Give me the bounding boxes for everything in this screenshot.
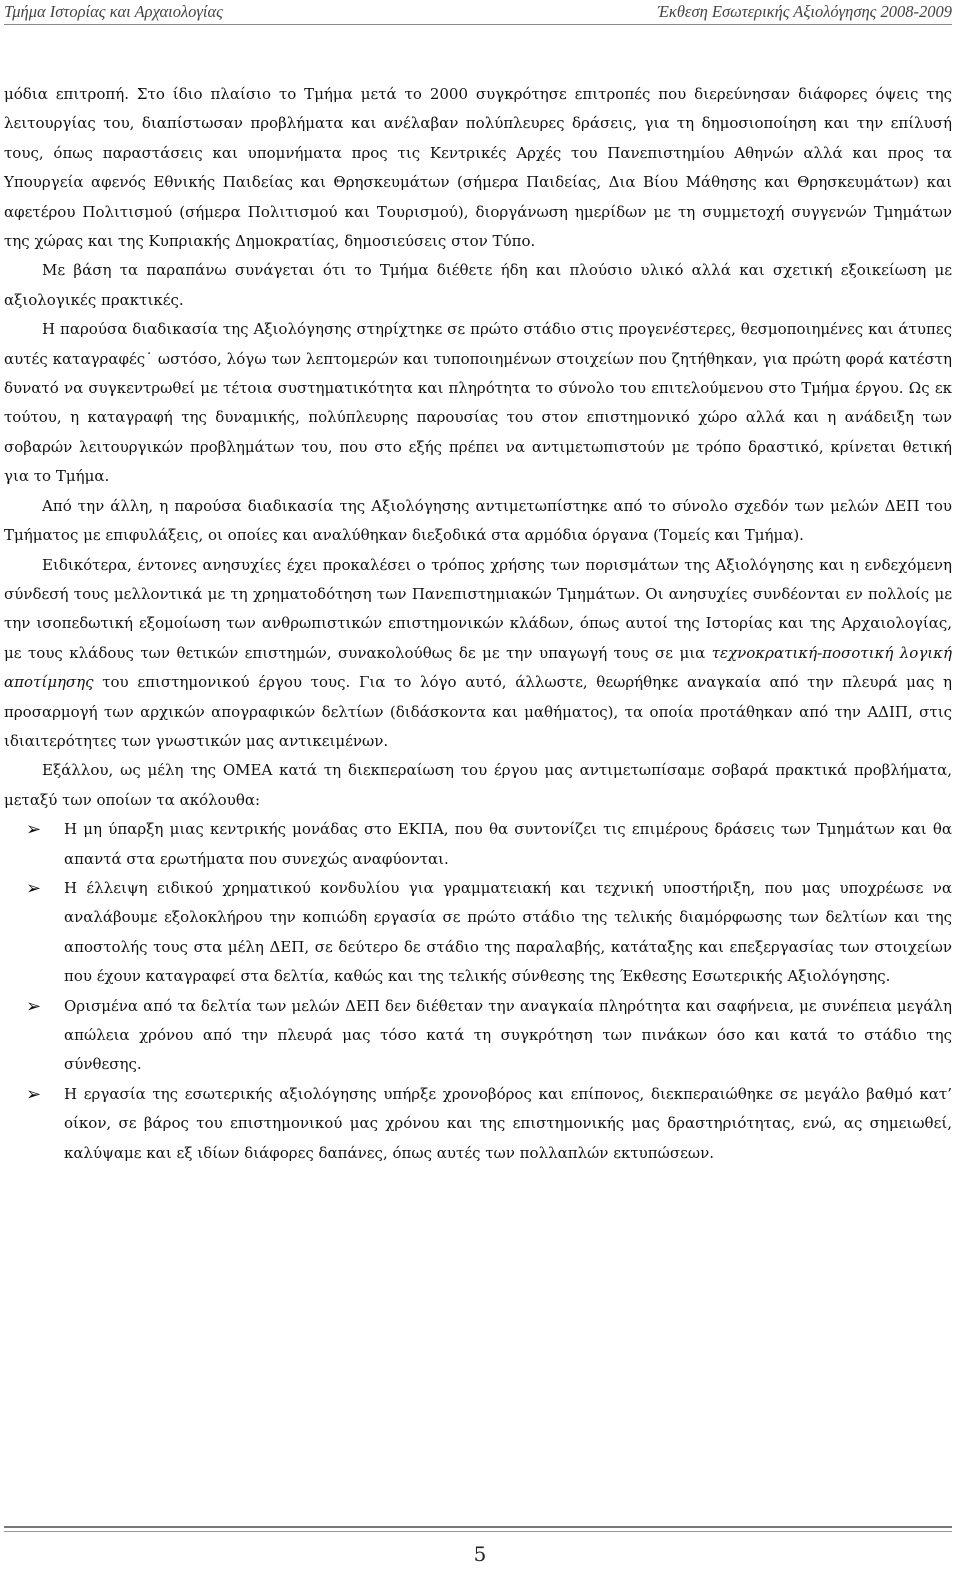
header-divider bbox=[4, 24, 952, 25]
list-item bbox=[4, 992, 952, 1080]
header-department: Τμήμα Ιστορίας και Αρχαιολογίας bbox=[4, 2, 223, 21]
body-text bbox=[4, 80, 952, 1168]
running-header bbox=[4, 0, 952, 22]
list-item-text: Η εργασία της εσωτερικής αξιολόγησης υπήρξε χρονοβόρος και επίπονος, διεκπεραιώθηκε σε μεγάλο βαθμό κατ’ οίκον, σε βάρος του επιστημονικού μας χρόνου και της επιστημονικής μας δραστηριότητας, ενώ, ας σημειωθεί, καλύψαμε και εξ ιδίων διάφορες δαπάνες, όπως αυτές των πολλαπλών εκτυπώσεων. bbox=[64, 1084, 952, 1162]
paragraph-4: Από την άλλη, η παρούσα διαδικασία της Αξιολόγησης αντιμετωπίστηκε από το σύνολο σχεδόν των μελών ΔΕΠ του Τμήματος με επιφυλάξεις, οι οποίες και αναλύθηκαν διεξοδικά στα αρμόδια όργανα (Τομείς και Τμήμα). bbox=[4, 496, 952, 545]
paragraph-5 bbox=[4, 551, 952, 757]
problems-list bbox=[4, 815, 952, 1168]
arrowhead-bullet-icon: ➢ bbox=[26, 995, 42, 1017]
paragraph-5-part-1: Ειδικότερα, έντονες ανησυχίες έχει προκαλέσει ο τρόπος χρήσης των πορισμάτων της Αξιολόγησης και η ενδεχόμενη σύνδεσή τους μελλοντικά με τη χρηματοδότηση των Πανεπιστημιακών Τμημάτων. Οι ανησυχίες συνδέονται εν πολλοίς με την ισοπεδωτική εξομοίωση των ανθρωπιστικών επιστημονικών κλάδων, όπως αυτοί της Ιστορίας και της Αρχαιολογίας, με τους κλάδους των θετικών επιστημών, συνακολούθως δε με την υπαγωγή τους σε μια bbox=[4, 555, 952, 662]
arrowhead-bullet-icon: ➢ bbox=[26, 877, 42, 899]
paragraph-5-emphasis: τεχνοκρατική-ποσοτική λογική αποτίμησης bbox=[4, 643, 952, 692]
paragraph-1: μόδια επιτροπή. Στο ίδιο πλαίσιο το Τμήμα μετά το 2000 συγκρότησε επιτροπές που διερεύνησαν διάφορες όψεις της λειτουργίας του, διαπίστωσαν προβλήματα και ανέλαβαν πολύπλευρες δράσεις, για τη δημοσιοποίηση και την επίλυσή τους, όπως παραστάσεις και υπομνήματα προς τις Κεντρικές Αρχές του Πανεπιστημίου Αθηνών αλλά και προς τα Υπουργεία αφενός Εθνικής Παιδείας και Θρησκευμάτων (σήμερα Παιδείας, Δια Βίου Μάθησης και Θρησκευμάτων) και αφετέρου Πολιτισμού (σήμερα Πολιτισμού και Τουρισμού), διοργάνωση ημερίδων με τη συμμετοχή συγγενών Τμημάτων της χώρας και της Κυπριακής Δημοκρατίας, δημοσιεύσεις στον Τύπο. bbox=[4, 85, 952, 251]
footer-divider-thin bbox=[4, 1531, 952, 1532]
list-item-text: Ορισμένα από τα δελτία των μελών ΔΕΠ δεν διέθεταν την αναγκαία πληρότητα και σαφήνεια, με συνέπεια μεγάλη απώλεια χρόνου από την πλευρά μας τόσο κατά τη συγκρότηση των πινάκων όσο και κατά το στάδιο της σύνθεσης. bbox=[64, 996, 952, 1074]
list-item bbox=[4, 815, 952, 874]
list-item bbox=[4, 874, 952, 992]
paragraph-2: Με βάση τα παραπάνω συνάγεται ότι το Τμήμα διέθετε ήδη και πλούσιο υλικό αλλά και σχετική εξοικείωση με αξιολογικές πρακτικές. bbox=[4, 261, 952, 309]
header-report-title: Έκθεση Εσωτερικής Αξιολόγησης 2008-2009 bbox=[657, 2, 952, 21]
paragraph-3: Η παρούσα διαδικασία της Αξιολόγησης στηρίχτηκε σε πρώτο στάδιο στις προγενέστερες, θεσμοποιημένες και άτυπες αυτές καταγραφές˙ ωστόσο, λόγω των λεπτομερών και τυποποιημένων στοιχείων που ζητήθηκαν, για πρώτη φορά κατέστη δυνατό να συγκεντρωθεί με τέτοια συστηματικότητα και πληρότητα το σύνολο του επιτελούμενου στο Τμήμα έργου. Ως εκ τούτου, η καταγραφή της δυναμικής, πολύπλευρης παρουσίας του στον επιστημονικό χώρο αλλά και η ανάδειξη των σοβαρών λειτουργικών προβλημάτων του, που στο εξής πρέπει να αντιμετωπιστούν με τρόπο δραστικό, κρίνεται θετική για το Τμήμα. bbox=[4, 320, 952, 486]
list-item-text: Η έλλειψη ειδικού χρηματικού κονδυλίου για γραμματειακή και τεχνική υποστήριξη, που μας υποχρέωσε να αναλάβουμε εξολοκλήρου την κοπιώδη εργασία σε πρώτο στάδιο της τελικής διαμόρφωσης των δελτίων και της αποστολής τους στα μέλη ΔΕΠ, σε δεύτερο δε στάδιο της παραλαβής, κατάταξης και επεξεργασίας των στοιχείων που έχουν καταγραφεί στα δελτία, καθώς και της τελικής σύνθεσης της Έκθεσης Εσωτερικής Αξιολόγησης. bbox=[64, 878, 952, 986]
paragraph-5-part-2: του επιστημονικού έργου τους. Για το λόγο αυτό, άλλωστε, θεωρήθηκε αναγκαία από την πλευρά μας η προσαρμογή των αρχικών απογραφικών δελτίων (διδάσκοντα και μαθήματος), τα οποία προτάθηκαν από την ΑΔΙΠ, στις ιδιαιτερότητες των γνωστικών μας αντικειμένων. bbox=[4, 673, 952, 750]
footer-divider-thick bbox=[4, 1526, 952, 1528]
paragraph-6: Εξάλλου, ως μέλη της ΟΜΕΑ κατά τη διεκπεραίωση του έργου μας αντιμετωπίσαμε σοβαρά πρακτικά προβλήματα, μεταξύ των οποίων τα ακόλουθα: bbox=[4, 761, 952, 809]
arrowhead-bullet-icon: ➢ bbox=[26, 1083, 42, 1105]
page-number: 5 bbox=[473, 1542, 487, 1566]
arrowhead-bullet-icon: ➢ bbox=[26, 819, 42, 841]
list-item-text: Η μη ύπαρξη μιας κεντρικής μονάδας στο ΕΚΠΑ, που θα συντονίζει τις επιμέρους δράσεις των Τμημάτων και θα απαντά στα ερωτήματα που συνεχώς αναφύονται. bbox=[64, 820, 952, 868]
list-item bbox=[4, 1080, 952, 1168]
